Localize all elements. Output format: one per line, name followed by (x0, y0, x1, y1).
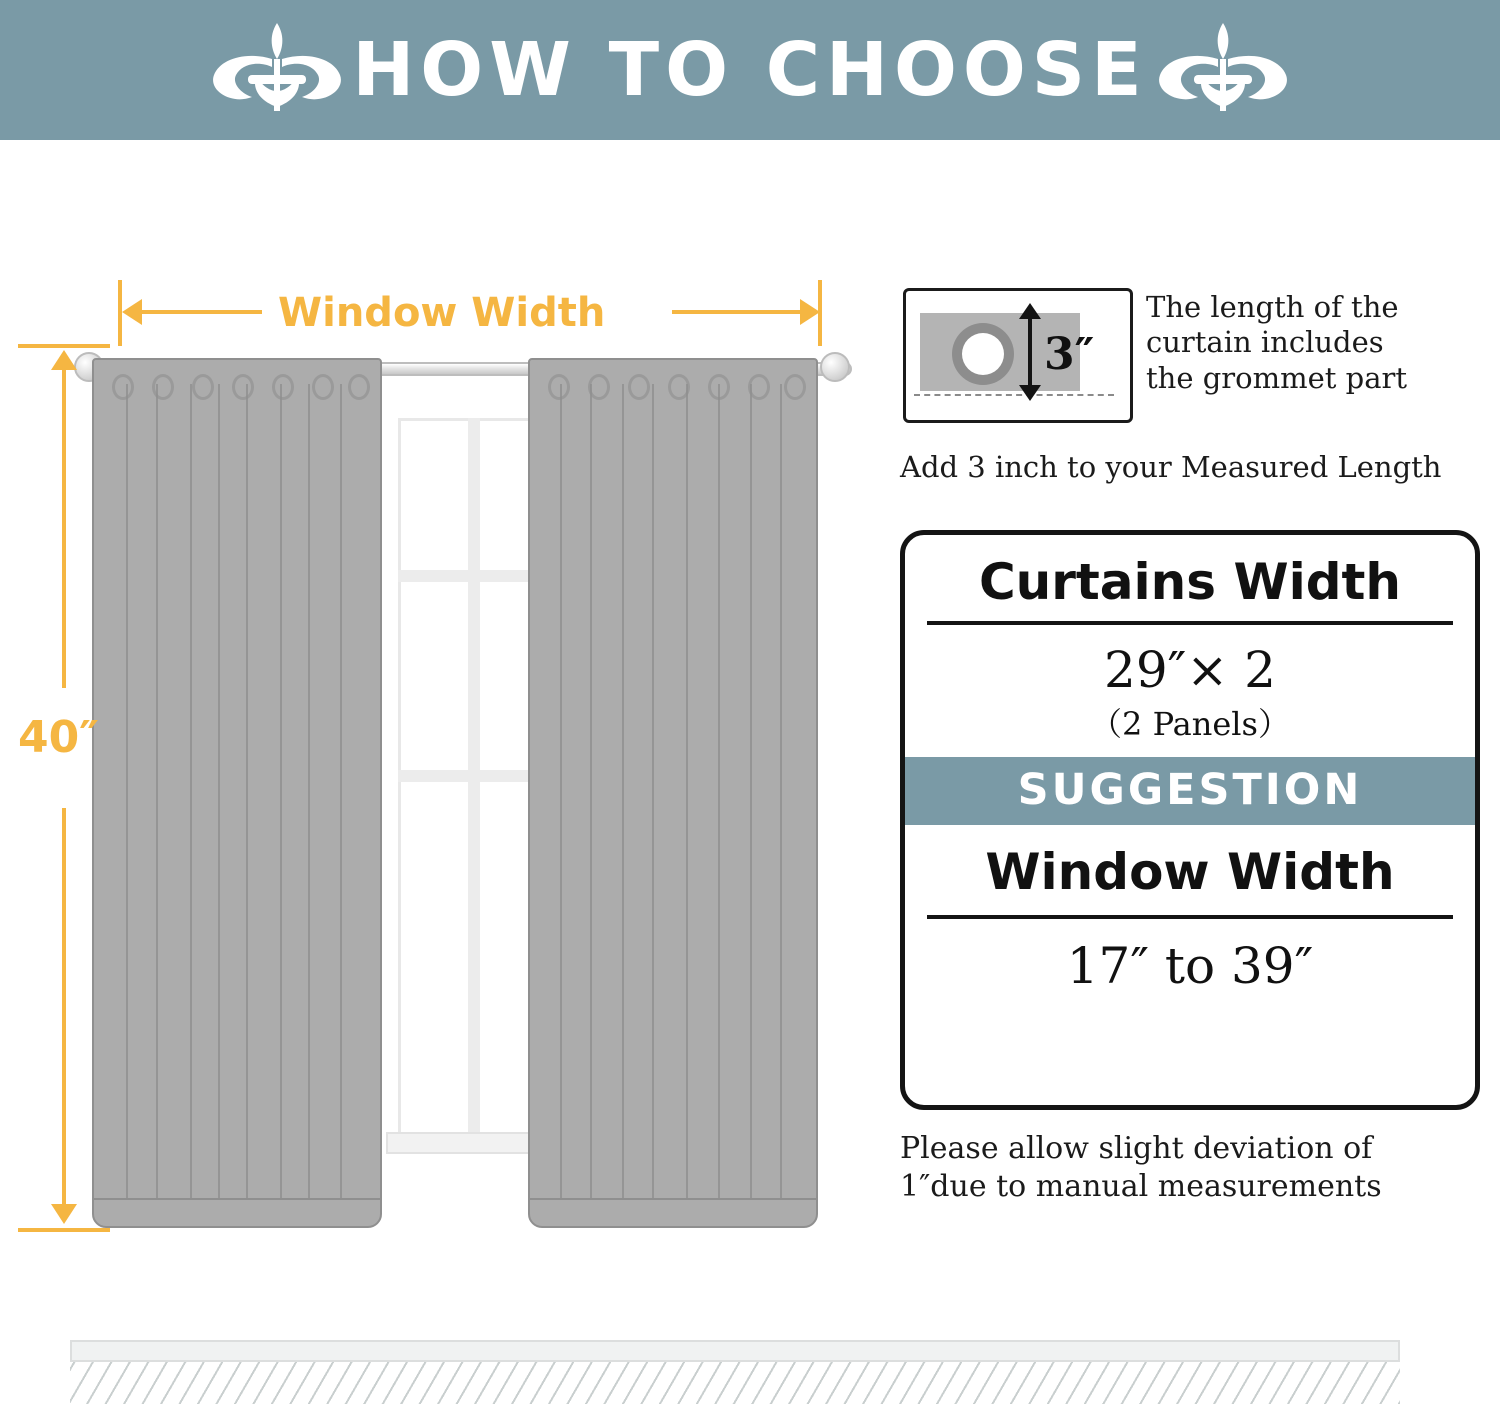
grommet-icon (628, 374, 650, 400)
card-suggestion-band: SUGGESTION (905, 757, 1475, 825)
grommet-note (1146, 290, 1476, 396)
grommet-icon (192, 374, 214, 400)
height-arrow-line-bottom (62, 808, 66, 1208)
grommet-measure-label: 3″ (1044, 329, 1095, 380)
grommet-icon (232, 374, 254, 400)
window-mullion-horizontal-top (398, 570, 548, 582)
curtain-illustration (0, 140, 880, 1320)
grommet-icon (548, 374, 570, 400)
width-arrow-line-left (132, 310, 262, 314)
floor-strip (70, 1340, 1400, 1362)
grommet-baseline-dashed (914, 394, 1114, 396)
deviation-footnote (900, 1130, 1490, 1205)
grommet-icon (784, 374, 806, 400)
height-tick-bottom (18, 1228, 110, 1232)
curtain-hem (94, 1198, 380, 1226)
height-arrowhead-top (51, 350, 77, 370)
card-title-window-width: Window Width (985, 843, 1395, 901)
height-arrow-line-top (62, 368, 66, 688)
grommet-measure-arrowhead-bottom (1019, 385, 1041, 401)
page-title: HOW TO CHOOSE (352, 27, 1148, 113)
info-column (890, 140, 1490, 1320)
grommet-icon (312, 374, 334, 400)
fleur-de-lis-icon (202, 15, 352, 125)
grommet-measure-line (1028, 317, 1032, 395)
grommet-measure-arrowhead-top (1019, 303, 1041, 319)
height-tick-top (18, 344, 110, 348)
footnote-line2: 1″due to manual measurements (900, 1168, 1382, 1204)
curtain-hem (530, 1198, 816, 1226)
width-arrow-line-right (672, 310, 804, 314)
grommet-icon (272, 374, 294, 400)
window-mullion-horizontal-bottom (398, 770, 548, 782)
card-curtains-width-value: 29″× 2 (1104, 641, 1276, 699)
add-length-note: Add 3 inch to your Measured Length (900, 450, 1442, 484)
height-arrowhead-bottom (51, 1204, 77, 1224)
curtain-rod-finial-right (820, 352, 850, 382)
card-panels-count: （2 Panels） (1090, 705, 1290, 743)
suggestion-card (900, 530, 1480, 1110)
grommet-note-line2: curtain includes (1146, 325, 1384, 360)
width-arrowhead-right (800, 299, 820, 325)
width-arrowhead-left (122, 299, 142, 325)
grommet-note-line3: the grommet part (1146, 360, 1407, 395)
curtain-panel-left (92, 358, 382, 1228)
grommet-note-line1: The length of the (1146, 290, 1399, 324)
floor-hatch-pattern (70, 1362, 1400, 1404)
grommet-icon (348, 374, 370, 400)
fleur-de-lis-icon (1148, 15, 1298, 125)
window-width-dimension-label: Window Width (278, 290, 606, 336)
grommet-ring-inner (962, 333, 1004, 375)
curtain-height-dimension-label: 40″ (18, 712, 99, 763)
grommet-detail-diagram (903, 288, 1133, 423)
curtain-panel-right (528, 358, 818, 1228)
card-title-curtains-width: Curtains Width (978, 553, 1402, 611)
footnote-line1: Please allow slight deviation of (900, 1131, 1373, 1166)
header-banner (0, 0, 1500, 140)
card-window-width-range: 17″ to 39″ (1066, 937, 1314, 995)
grommet-icon (112, 374, 134, 400)
